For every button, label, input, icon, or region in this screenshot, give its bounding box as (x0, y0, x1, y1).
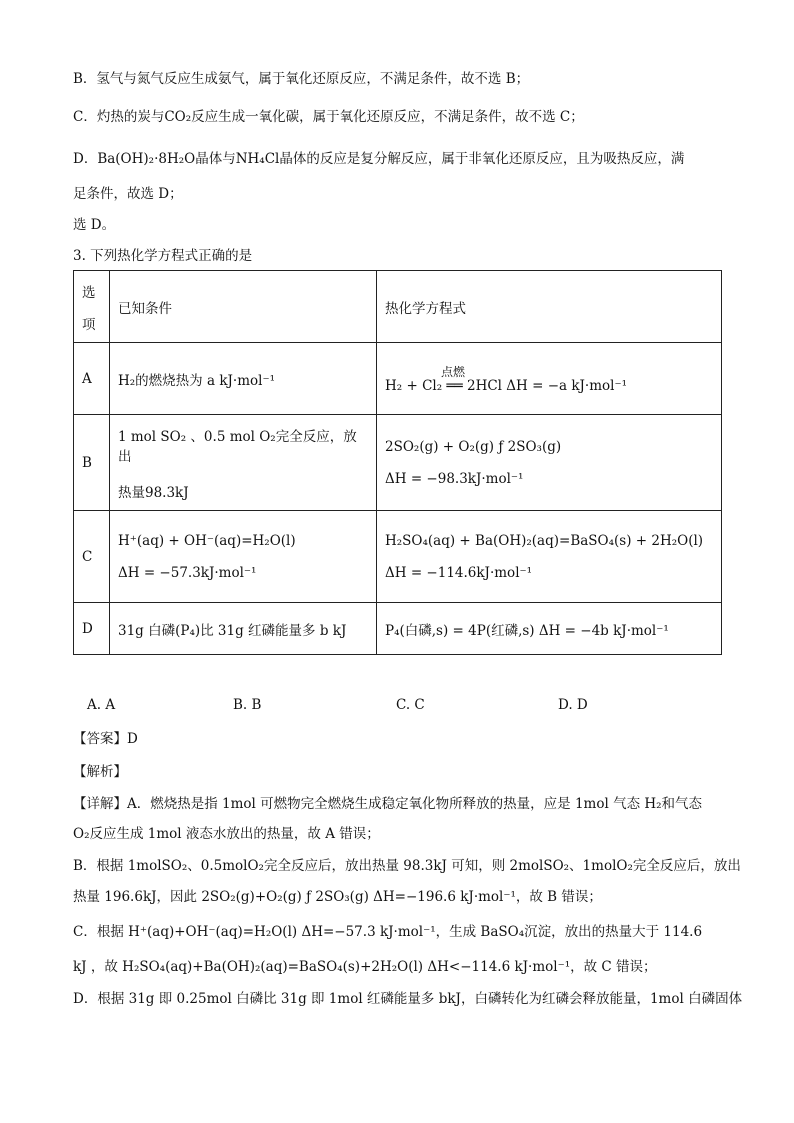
analysis-line-7: D．根据 31g 即 0.25mol 白磷比 31g 即 1mol 红磷能量多 bkJ，白磷转化为红磷会释放能量，1mol 白磷固体 (73, 991, 743, 1007)
intro-line-choose: 选 D。 (73, 217, 116, 233)
header-condition: 已知条件 (110, 271, 377, 343)
question-table (73, 270, 722, 655)
option-d: D. D (558, 697, 588, 713)
header-equation: 热化学方程式 (377, 271, 722, 343)
answer-label: 【答案】D (73, 731, 138, 747)
row-c-option: C (74, 511, 110, 603)
row-b-equation: 2SO₂(g) + O₂(g) ƒ 2SO₃(g) ΔH = −98.3kJ·mol⁻¹ (377, 415, 722, 511)
row-b-condition: 1 mol SO₂ 、0.5 mol O₂完全反应，放出 热量98.3kJ (110, 415, 377, 511)
analysis-line-4: 热量 196.6kJ，因此 2SO₂(g)+O₂(g) ƒ 2SO₃(g) ΔH=−196.6 kJ·mol⁻¹，故 B 错误； (73, 889, 602, 905)
row-d-condition: 31g 白磷(P₄)比 31g 红磷能量多 b kJ (110, 603, 377, 655)
intro-line-b: B．氢气与氮气反应生成氨气，属于氧化还原反应，不满足条件，故不选 B； (73, 71, 530, 87)
header-option: 选 项 (74, 271, 110, 343)
row-a-condition: H₂的燃烧热为 a kJ·mol⁻¹ (110, 343, 377, 415)
row-d-equation: P₄(白磷,s) = 4P(红磷,s) ΔH = −4b kJ·mol⁻¹ (377, 603, 722, 655)
analysis-line-2: O₂反应生成 1mol 液态水放出的热量，故 A 错误； (73, 826, 380, 842)
intro-line-d-cont: 足条件，故选 D； (73, 186, 183, 202)
row-c-equation: H₂SO₄(aq) + Ba(OH)₂(aq)=BaSO₄(s) + 2H₂O(l) ΔH = −114.6kJ·mol⁻¹ (377, 511, 722, 603)
intro-line-d: D．Ba(OH)₂·8H₂O晶体与NH₄Cl晶体的反应是复分解反应，属于非氧化还原反应，且为吸热反应，满 (73, 151, 685, 167)
intro-line-c: C．灼热的炭与CO₂反应生成一氧化碳，属于氧化还原反应，不满足条件，故不选 C； (73, 109, 584, 125)
row-d-option: D (74, 603, 110, 655)
row-c-condition: H⁺(aq) + OH⁻(aq)=H₂O(l) ΔH = −57.3kJ·mol⁻¹ (110, 511, 377, 603)
row-a-equation: 点燃 H₂ + Cl₂ ══ 2HCl ΔH = −a kJ·mol⁻¹ (377, 343, 722, 415)
analysis-label: 【解析】 (73, 764, 127, 780)
row-a-option: A (74, 343, 110, 415)
option-a: A. A (87, 697, 116, 713)
option-b: B. B (233, 697, 262, 713)
analysis-line-1: 【详解】A．燃烧热是指 1mol 可燃物完全燃烧生成稳定氧化物所释放的热量，应是 1mol 气态 H₂和气态 (73, 796, 703, 812)
ignition-label: 点燃 (441, 365, 466, 379)
analysis-line-6: kJ ，故 H₂SO₄(aq)+Ba(OH)₂(aq)=BaSO₄(s)+2H₂O(l) ΔH<−114.6 kJ·mol⁻¹，故 C 错误； (73, 959, 657, 975)
option-c: C. C (396, 697, 425, 713)
question-title: 3. 下列热化学方程式正确的是 (73, 248, 253, 264)
row-b-option: B (74, 415, 110, 511)
analysis-line-3: B．根据 1molSO₂、0.5molO₂完全反应后，放出热量 98.3kJ 可知，则 2molSO₂、1molO₂完全反应后，放出 (73, 858, 741, 874)
analysis-line-5: C．根据 H⁺(aq)+OH⁻(aq)=H₂O(l) ΔH=−57.3 kJ·mol⁻¹，生成 BaSO₄沉淀，放出的热量大于 114.6 (73, 924, 703, 940)
